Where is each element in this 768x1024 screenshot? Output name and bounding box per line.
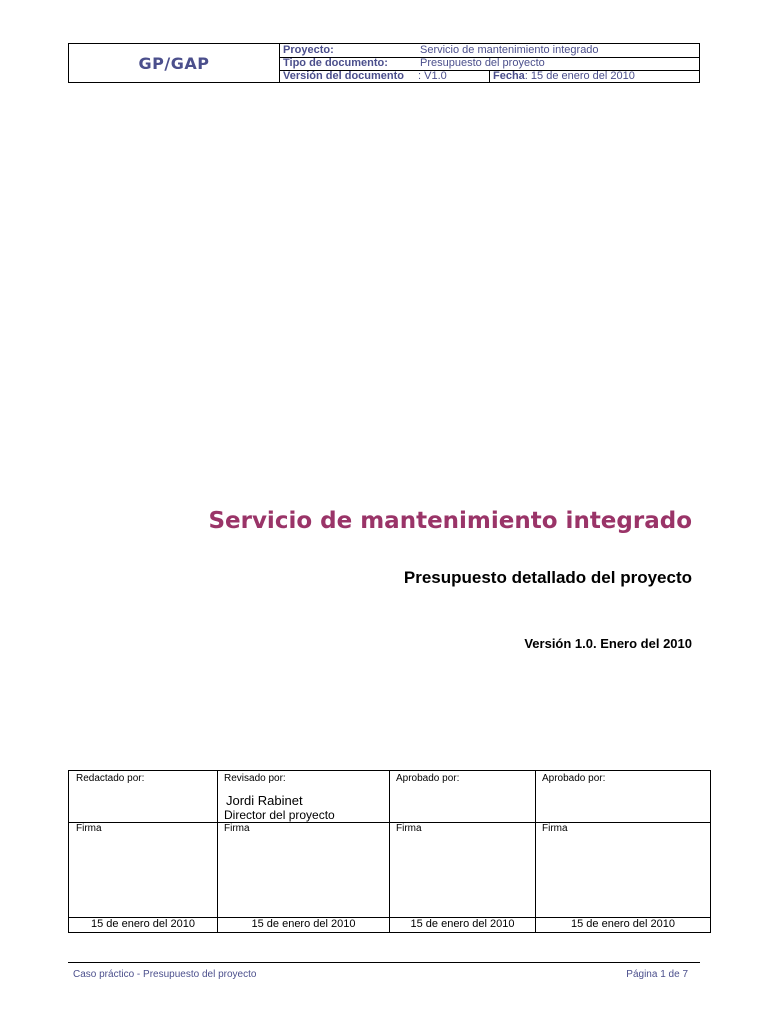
footer-rule bbox=[68, 962, 700, 963]
proyecto-label: Proyecto: bbox=[283, 44, 334, 56]
signature-date: 15 de enero del 2010 bbox=[410, 918, 515, 930]
version-value: : V1.0 bbox=[418, 70, 447, 82]
document-header-table bbox=[68, 43, 700, 83]
header-divider bbox=[489, 70, 490, 82]
reviewer-role: Director del proyecto bbox=[224, 808, 335, 822]
revisado-label: Revisado por: bbox=[224, 773, 286, 784]
signature-date: 15 de enero del 2010 bbox=[571, 918, 675, 930]
firma-label: Firma bbox=[224, 823, 250, 834]
column-divider bbox=[535, 771, 536, 932]
footer-left-text: Caso práctico - Presupuesto del proyecto bbox=[73, 969, 257, 980]
fecha-cell bbox=[493, 70, 635, 83]
column-divider bbox=[217, 771, 218, 932]
document-version: Versión 1.0. Enero del 2010 bbox=[524, 636, 692, 651]
header-row-version bbox=[279, 70, 700, 82]
logo-text: GP/GAP bbox=[69, 44, 280, 82]
firma-label: Firma bbox=[396, 823, 422, 834]
fecha-label: Fecha bbox=[493, 70, 525, 82]
version-label: Versión del documento bbox=[283, 70, 405, 82]
document-title: Servicio de mantenimiento integrado bbox=[208, 508, 692, 534]
reviewer-name: Jordi Rabinet bbox=[226, 793, 303, 808]
header-row-proyecto bbox=[279, 44, 700, 58]
tipo-label: Tipo de documento: bbox=[283, 57, 388, 69]
header-row-tipo bbox=[279, 57, 700, 71]
signature-date: 15 de enero del 2010 bbox=[251, 918, 356, 930]
aprobado-label-1: Aprobado por: bbox=[396, 773, 460, 784]
tipo-value: Presupuesto del proyecto bbox=[420, 57, 545, 69]
proyecto-value: Servicio de mantenimiento integrado bbox=[420, 44, 599, 56]
row-divider bbox=[69, 822, 710, 823]
aprobado-label-2: Aprobado por: bbox=[542, 773, 606, 784]
document-subtitle: Presupuesto detallado del proyecto bbox=[403, 568, 692, 587]
column-divider bbox=[389, 771, 390, 932]
firma-label: Firma bbox=[76, 823, 102, 834]
page-number: Página 1 de 7 bbox=[626, 969, 688, 980]
redactado-label: Redactado por: bbox=[76, 773, 145, 784]
firma-label: Firma bbox=[542, 823, 568, 834]
signature-table bbox=[68, 770, 711, 933]
fecha-value: : 15 de enero del 2010 bbox=[524, 70, 635, 82]
signature-date: 15 de enero del 2010 bbox=[91, 918, 195, 930]
